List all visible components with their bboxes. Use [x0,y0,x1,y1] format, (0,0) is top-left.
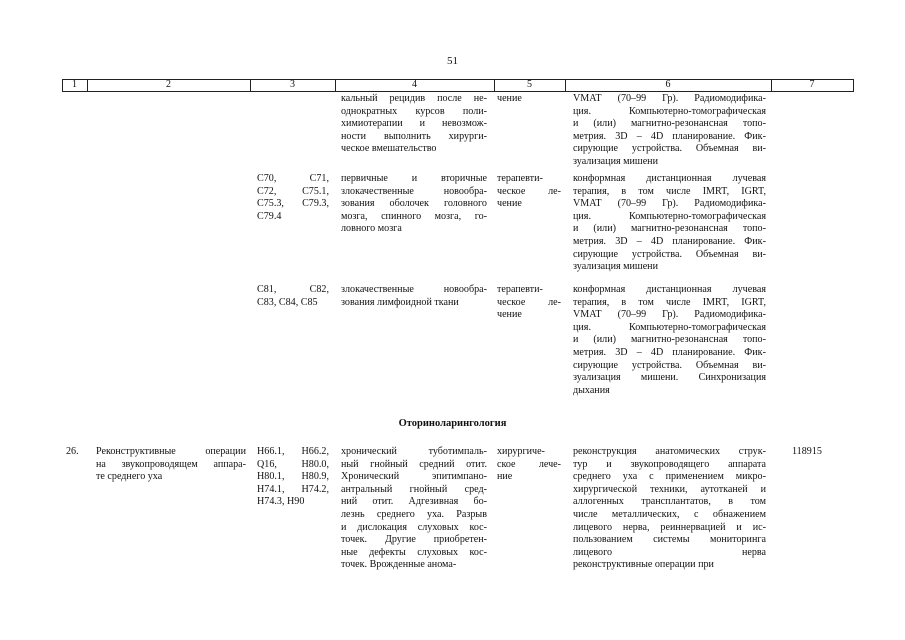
treatment-type: терапевти- ческое ле- чение [497,173,561,210]
header-bottom-border [62,91,854,92]
treatment-method: реконструкция анатомических струк- тур и звукопроводящего аппарата среднего уха с применением микро- хирургической техники, аутотканей и аллогенных трансплантатов, в том числе металлических, с обнажением лицевого нерва, реиннервацией и ис- пользованием системы мониторинга лицевого нерва реконструктивные операции при [573,446,766,571]
treatment-type: терапевти- ческое ле- чение [497,284,561,321]
treatment-method: конформная дистанционная лучевая терапия, в том числе IMRT, IGRT, VMAT (70–99 Гр). Радиомодифика- ция. Компьютерно-томографическая и (или) магнитно-резонансная топо- метрия. 3D – 4D планирование. Фик- сирующие устройства. Объемная ви- зуализация мишени. Синхронизация дыхания [573,284,766,396]
header-col-3: 3 [290,79,295,90]
icd-codes: H66.1, H66.2, Q16, H80.0, H80.1, H80.9, H74.1, H74.2, H74.3, H90 [257,446,329,508]
icd-codes: C70, C71, C72, C75.1, C75.3, C79.3, C79.4 [257,173,329,222]
header-col-7: 7 [809,79,815,90]
header-col-4: 4 [412,79,417,90]
treatment-method: конформная дистанционная лучевая терапия, в том числе IMRT, IGRT, VMAT (70–99 Гр). Радиомодифика- ция. Компьютерно-томографическая и (или) магнитно-резонансная топо- метрия. 3D – 4D планирование. Фик- сирующие устройства. Объемная ви- зуализация мишени [573,173,766,273]
procedure-name: Реконструктивные операции на звукопроводящем аппара- те среднего уха [96,446,246,483]
disease-text: кальный рецидив после не- однократных курсов поли- химиотерапии и невозмож- ности выполнить хирурги- ческое вмешательство [341,93,487,155]
treatment-method: VMAT (70–99 Гр). Радиомодифика- ция. Компьютерно-томографическая и (или) магнитно-резонансная топо- метрия. 3D – 4D планирование. Фик- сирующие устройства. Объемная ви- зуализация мишени [573,93,766,167]
treatment-type: чение [497,93,522,104]
disease-text: злокачественные новообра- зования лимфоидной ткани [341,284,487,308]
row-number: 26. [66,446,79,457]
disease-text: хронический туботимпаль- ный гнойный средний отит. Хронический эпитимпано- антральный гнойный сред- ний отит. Адгезивная бо- лезнь среднего уха. Разрыв и дислокация слуховых кос- точек. Другие приобретен- ные дефекты слуховых кос- точек. Врожденные анома- [341,446,487,571]
disease-text: первичные и вторичные злокачественные новообра- зования оболочек головного мозга, спинного мозга, го- ловного мозга [341,173,487,235]
header-col-6: 6 [665,79,671,90]
header-col-1: 1 [72,79,77,90]
treatment-type: хирургиче- ское лече- ние [497,446,561,483]
cost-value: 118915 [792,446,822,457]
header-col-divider [853,79,854,91]
header-col-2: 2 [166,79,171,90]
icd-codes: C81, C82, C83, C84, C85 [257,284,329,308]
section-title: Оториноларингология [398,418,507,429]
page-number: 51 [447,55,458,67]
header-col-5: 5 [527,79,532,90]
